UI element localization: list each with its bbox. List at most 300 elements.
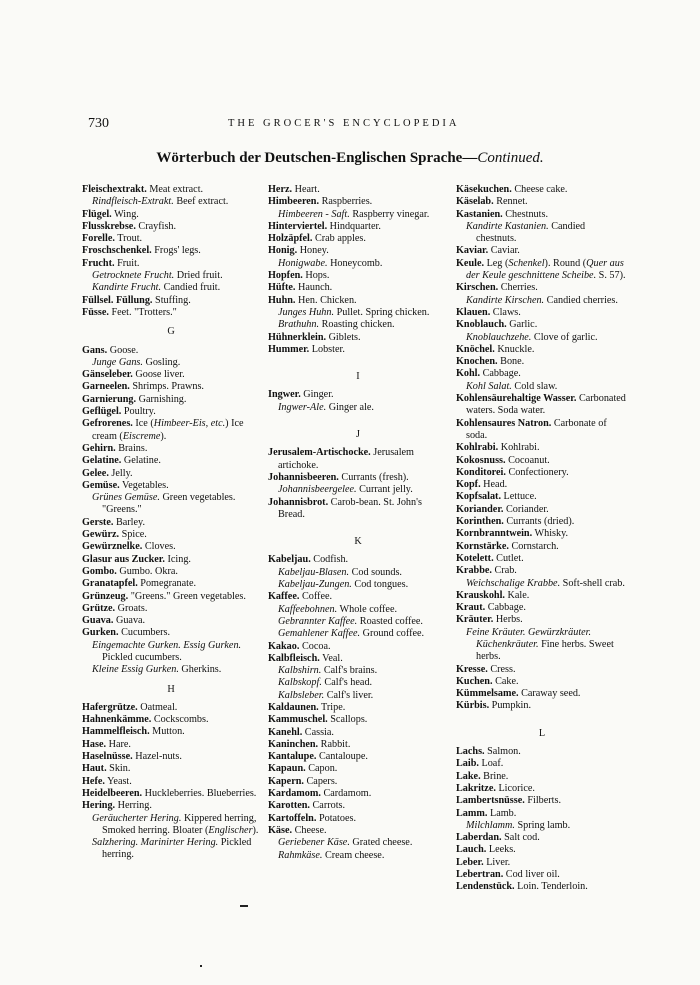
headword: Gerste. — [82, 516, 114, 528]
dictionary-entry — [456, 602, 628, 614]
headword: Kaviar. — [456, 245, 489, 257]
translation: Cockscombs. — [151, 714, 209, 726]
dictionary-entry — [456, 857, 628, 869]
headword: Gelatine. — [82, 455, 122, 467]
translation: Candied fruit. — [161, 282, 221, 294]
german-term: Gebrannter Kaffee. — [278, 615, 358, 627]
sub-entry — [82, 282, 260, 294]
translation: Carob-bean. St. John's Bread. — [278, 496, 422, 520]
dictionary-entry — [456, 442, 628, 454]
translation: Yeast. — [104, 775, 132, 787]
headword: Kammuschel. — [268, 714, 328, 726]
headword: Heidelbeeren. — [82, 787, 143, 799]
german-term: Junges Huhn. — [278, 306, 335, 318]
dictionary-entry — [268, 295, 448, 307]
translation: Coffee. — [299, 591, 333, 603]
headword: Gewürz. — [82, 529, 120, 541]
sub-entry — [82, 837, 260, 862]
german-term: Salzhering. Marinirter Hering. — [92, 837, 219, 849]
translation: Cabbage. — [480, 368, 521, 380]
sub-entry — [456, 820, 628, 832]
translation: Currants (dried). — [503, 516, 575, 528]
headword: Koriander. — [456, 503, 504, 515]
headword: Froschschenkel. — [82, 245, 152, 257]
translation: Cocoanut. — [505, 454, 550, 466]
headword: Herz. — [268, 184, 293, 195]
dictionary-entry — [456, 832, 628, 844]
translation: Soft-shell crab. — [560, 577, 625, 589]
headword: Laberdan. — [456, 832, 502, 844]
translation: Cream cheese. — [322, 849, 385, 861]
sub-entry — [268, 628, 448, 640]
translation: Pullet. Spring chicken. — [334, 306, 430, 318]
translation: Cod sounds. — [349, 566, 402, 578]
headword: Grünzeug. — [82, 590, 129, 602]
headword: Kohlrabi. — [456, 442, 499, 454]
dictionary-entry — [456, 553, 628, 565]
translation: Rabbit. — [318, 738, 351, 750]
headword: Hummer. — [268, 343, 310, 355]
headword: Kaninchen. — [268, 738, 319, 750]
dictionary-entry — [268, 344, 448, 356]
headword: Flügel. — [82, 208, 112, 220]
translation: Ginger ale. — [326, 401, 374, 413]
headword: Kabeljau. — [268, 554, 311, 566]
dictionary-entry — [82, 418, 260, 443]
translation: Calf's head. — [321, 677, 373, 689]
title-main: Wörterbuch der Deutschen-Englischen Sprache— — [156, 150, 478, 166]
headword: Gehirn. — [82, 442, 116, 454]
translation: Brains. — [115, 442, 148, 454]
translation: Caraway seed. — [518, 688, 581, 700]
translation: Crayfish. — [135, 220, 177, 232]
dictionary-entry — [268, 788, 448, 800]
translation: Candied chestnuts. — [476, 220, 586, 245]
translation: Ginger. — [300, 389, 334, 401]
headword: Kastanien. — [456, 208, 503, 220]
dictionary-entry — [268, 751, 448, 763]
headword: Hahnenkämme. — [82, 714, 152, 726]
german-term: Kalbshirn. — [278, 665, 322, 677]
section-letter: H — [167, 683, 175, 695]
sub-entry — [268, 319, 448, 331]
headword: Kapaun. — [268, 763, 306, 775]
dictionary-entry — [82, 258, 260, 270]
dictionary-entry — [456, 307, 628, 319]
headword: Gefrorenes. — [82, 418, 133, 430]
translation: Spice. — [119, 529, 147, 541]
translation: Cake. — [492, 675, 519, 687]
translation: Meat extract. — [146, 184, 204, 195]
sub-entry — [268, 579, 448, 591]
translation: Cheese. — [292, 824, 327, 836]
dictionary-entry — [456, 184, 628, 196]
translation: Cress. — [487, 663, 516, 675]
dictionary-entry — [82, 702, 260, 714]
headword: Grütze. — [82, 602, 116, 614]
sub-entry — [82, 813, 260, 838]
translation: Scallops. — [327, 714, 368, 726]
translation: Lettuce. — [501, 491, 537, 503]
ink-mark — [240, 905, 248, 907]
headword: Lamm. — [456, 807, 488, 819]
translation: Honey. — [297, 245, 329, 257]
headword: Kohl. — [456, 368, 481, 380]
headword: Konditorei. — [456, 466, 506, 478]
translation: Calf's liver. — [324, 689, 374, 701]
translation: Hare. — [106, 738, 131, 750]
translation: Hen. Chicken. — [295, 294, 357, 306]
dictionary-entry — [82, 615, 260, 627]
headword: Gombo. — [82, 565, 117, 577]
headword: Ingwer. — [268, 389, 301, 401]
translation: Oatmeal. — [137, 701, 178, 713]
headword: Gurken. — [82, 627, 119, 639]
dictionary-entry — [456, 393, 628, 418]
headword: Krabbe. — [456, 565, 492, 577]
dictionary-entry — [268, 714, 448, 726]
german-term: Geräucherter Hering. — [92, 812, 182, 824]
headword: Geflügel. — [82, 406, 122, 418]
dictionary-entry — [82, 517, 260, 529]
headword: Hefe. — [82, 775, 105, 787]
headword: Lake. — [456, 770, 481, 782]
german-term: Junge Gans. — [92, 356, 143, 368]
dictionary-entry — [456, 282, 628, 294]
translation: Jelly. — [108, 467, 133, 479]
headword: Laib. — [456, 758, 479, 770]
german-term: Quer aus der Keule geschnittene Scheibe. — [466, 257, 624, 282]
dictionary-entry — [456, 528, 628, 540]
translation: Herbs. — [493, 614, 523, 626]
headword: Huhn. — [268, 294, 296, 306]
translation: Caviar. — [488, 245, 520, 257]
translation: Dried fruit. — [174, 270, 223, 282]
headword: Kuchen. — [456, 675, 493, 687]
headword: Glasur aus Zucker. — [82, 553, 165, 565]
sub-entry — [82, 357, 260, 369]
translation: Haunch. — [295, 282, 333, 294]
dictionary-entry — [82, 541, 260, 553]
german-term: Kalbsleber. — [278, 689, 325, 701]
headword: Kanehl. — [268, 726, 303, 738]
sub-entry — [456, 578, 628, 590]
translation: Cardamom. — [320, 788, 372, 800]
headword: Himbeeren. — [268, 196, 320, 208]
translation: Pickled cucumbers. — [102, 651, 182, 663]
headword: Kotelett. — [456, 552, 494, 564]
dictionary-entry — [82, 209, 260, 221]
translation: Trout. — [114, 233, 143, 245]
headword: Kakao. — [268, 640, 300, 652]
translation: Hindquarter. — [327, 220, 381, 232]
dictionary-entry — [82, 295, 260, 307]
headword: Johannisbrot. — [268, 496, 329, 508]
headword: Frucht. — [82, 257, 115, 269]
dictionary-entry — [456, 479, 628, 491]
dictionary-entry — [82, 578, 260, 590]
dictionary-entry — [268, 389, 448, 401]
headword: Gewürznelke. — [82, 541, 143, 553]
dictionary-entry — [456, 245, 628, 257]
page-number: 730 — [88, 116, 109, 131]
dictionary-entry — [82, 726, 260, 738]
translation: Hops. — [302, 270, 330, 282]
column-1 — [82, 184, 260, 862]
translation: ). — [252, 824, 259, 836]
translation: Raspberry vinegar. — [349, 208, 430, 220]
dictionary-entry — [456, 196, 628, 208]
translation: Cold slaw. — [511, 380, 558, 392]
headword: Kohlensäurehaltige Wasser. — [456, 393, 577, 405]
headword: Korinthen. — [456, 516, 504, 528]
translation: Fruit. — [114, 257, 140, 269]
sub-entry — [268, 837, 448, 849]
dictionary-entry — [268, 702, 448, 714]
translation: Cucumbers. — [118, 627, 171, 639]
dictionary-entry — [268, 825, 448, 837]
translation: Clove of garlic. — [531, 331, 598, 343]
dictionary-entry — [268, 497, 448, 522]
translation: Carbonated waters. Soda water. — [466, 393, 626, 417]
translation: Icing. — [164, 553, 191, 565]
headword: Kürbis. — [456, 700, 490, 712]
translation: Gosling. — [142, 356, 181, 368]
headword: Honig. — [268, 245, 298, 257]
translation: Whole coffee. — [337, 603, 398, 615]
translation: Crab apples. — [312, 233, 366, 245]
german-term: Eiscreme — [122, 430, 161, 442]
headword: Lauch. — [456, 844, 487, 856]
dictionary-entry — [82, 369, 260, 381]
headword: Kraut. — [456, 602, 486, 614]
german-term: Kandirte Frucht. — [92, 282, 162, 294]
translation: Coriander. — [503, 503, 549, 515]
translation: Barley. — [113, 516, 145, 528]
headword: Gans. — [82, 344, 108, 356]
dictionary-entry — [268, 447, 448, 472]
german-term: Eingemachte Gurken. Essig Gurken. — [92, 639, 242, 651]
translation: Frogs' legs. — [151, 245, 201, 257]
translation: Garlic. — [506, 319, 538, 331]
translation: Stuffing. — [152, 294, 191, 306]
german-term: Rindfleisch-Extrakt. — [92, 196, 174, 208]
translation: Liver. — [483, 856, 511, 868]
german-term: Kleine Essig Gurken. — [92, 664, 179, 676]
section-letter: I — [356, 371, 360, 383]
translation: Lamb. — [487, 807, 517, 819]
translation: Currant jelly. — [356, 484, 413, 496]
translation: Cornstarch. — [508, 540, 559, 552]
headword: Hopfen. — [268, 270, 303, 282]
translation: Potatoes. — [316, 812, 357, 824]
headword: Lakritze. — [456, 782, 496, 794]
dictionary-entry — [268, 554, 448, 566]
dictionary-entry — [456, 664, 628, 676]
dictionary-entry — [268, 472, 448, 484]
headword: Käse. — [268, 824, 293, 836]
dictionary-entry — [268, 184, 448, 196]
dictionary-entry — [268, 591, 448, 603]
german-term: Himbeeren - Saft. — [278, 208, 350, 220]
translation: Pickled herring. — [102, 837, 252, 861]
headword: Garneelen. — [82, 381, 130, 393]
dictionary-entry — [456, 541, 628, 553]
dictionary-entry — [82, 603, 260, 615]
headword: Hühnerklein. — [268, 331, 327, 343]
translation: Capers. — [303, 775, 338, 787]
german-term: Kandirte Kirschen. — [466, 294, 545, 306]
translation: "Greens." Green vegetables. — [128, 590, 246, 602]
german-term: Gemahlener Kaffee. — [278, 628, 361, 640]
headword: Kapern. — [268, 775, 304, 787]
dictionary-entry — [456, 676, 628, 688]
sub-entry — [268, 665, 448, 677]
headword: Lachs. — [456, 746, 485, 758]
translation: Calf's brains. — [321, 665, 378, 677]
dictionary-entry — [82, 394, 260, 406]
dictionary-entry — [456, 795, 628, 807]
translation: ). Round ( — [544, 257, 587, 269]
dictionary-entry — [82, 776, 260, 788]
dictionary-entry — [268, 727, 448, 739]
dictionary-entry — [456, 504, 628, 516]
headword: Hase. — [82, 738, 107, 750]
german-term: Geriebener Käse. — [278, 837, 350, 849]
headword: Kaldaunen. — [268, 701, 319, 713]
dictionary-entry — [82, 763, 260, 775]
german-term: Kohl Salat. — [466, 380, 512, 392]
translation: Codfish. — [310, 554, 349, 566]
section-letter: J — [356, 429, 360, 441]
headword: Granatapfel. — [82, 578, 138, 590]
sub-entry — [268, 567, 448, 579]
headword: Knochen. — [456, 356, 498, 368]
sub-entry — [82, 664, 260, 676]
german-term: Schenkel — [508, 257, 545, 269]
column-3 — [456, 184, 628, 894]
headword: Garnierung. — [82, 393, 137, 405]
headword: Forelle. — [82, 233, 115, 245]
translation: Jerusalem artichoke. — [278, 447, 414, 471]
translation: Carbonate of soda. — [466, 417, 607, 441]
headword: Johannisbeeren. — [268, 471, 339, 483]
sub-entry — [82, 492, 260, 517]
headword: Kohlensaures Natron. — [456, 417, 552, 429]
headword: Haselnüsse. — [82, 751, 133, 763]
headword: Lendenstück. — [456, 881, 515, 893]
dictionary-entry — [456, 344, 628, 356]
dictionary-entry — [268, 282, 448, 294]
title-continued: Continued. — [477, 150, 544, 166]
sub-entry — [456, 381, 628, 393]
headword: Füllsel. Füllung. — [82, 294, 153, 306]
dictionary-entry — [82, 554, 260, 566]
translation: Salt cod. — [501, 832, 540, 844]
sub-entry — [268, 484, 448, 496]
translation: Cherries. — [498, 282, 538, 294]
translation: Kippered herring, Smoked herring. Bloater ( — [102, 812, 257, 836]
sub-entry — [456, 295, 628, 307]
dictionary-entry — [82, 739, 260, 751]
translation: ). — [160, 430, 167, 442]
german-term: Kabeljau-Zungen. — [278, 579, 352, 591]
dictionary-entry — [268, 776, 448, 788]
dictionary-entry — [82, 221, 260, 233]
dictionary-entry — [268, 233, 448, 245]
translation: Skin. — [106, 763, 131, 775]
headword: Jerusalem-Artischocke. — [268, 447, 371, 459]
dictionary-entry — [456, 565, 628, 577]
dictionary-entry — [456, 614, 628, 626]
translation: Fine herbs. Sweet herbs. — [476, 638, 614, 663]
translation: ) Ice cream ( — [92, 418, 244, 442]
headword: Gemüse. — [82, 479, 120, 491]
headword: Leber. — [456, 856, 484, 868]
sub-entry — [456, 332, 628, 344]
dictionary-entry — [82, 443, 260, 455]
translation: Cantaloupe. — [316, 751, 368, 763]
headword: Käsekuchen. — [456, 184, 512, 195]
translation: Claws. — [490, 306, 521, 318]
headword: Karotten. — [268, 800, 310, 812]
dictionary-entry — [82, 455, 260, 467]
translation: Cabbage. — [485, 602, 526, 614]
translation: Confectionery. — [505, 466, 569, 478]
dictionary-entry — [268, 813, 448, 825]
dictionary-entry — [456, 758, 628, 770]
translation: Roasted coffee. — [357, 615, 423, 627]
translation: Huckleberries. Blueberries. — [142, 787, 257, 799]
translation: Goose liver. — [132, 369, 185, 381]
dictionary-entry — [82, 714, 260, 726]
translation: Cloves. — [142, 541, 176, 553]
page-header — [88, 116, 648, 136]
sub-entry — [268, 209, 448, 221]
sub-entry — [268, 677, 448, 689]
column-2 — [268, 184, 448, 862]
translation: Green vegetables. "Greens." — [102, 492, 236, 516]
german-term: Kabeljau-Blasen. — [278, 566, 350, 578]
dictionary-entry — [456, 418, 628, 443]
translation: Cod tongues. — [351, 579, 409, 591]
translation: Veal. — [319, 652, 343, 664]
page-title — [0, 150, 700, 167]
headword: Kopfsalat. — [456, 491, 501, 503]
translation: Candied cherries. — [544, 294, 618, 306]
dictionary-entry — [268, 196, 448, 208]
german-term: Kalbskopf. — [278, 677, 322, 689]
translation: Grated cheese. — [349, 837, 413, 849]
section-letter: K — [354, 536, 362, 548]
headword: Haut. — [82, 763, 107, 775]
translation: Filberts. — [524, 795, 562, 807]
dictionary-entry — [82, 529, 260, 541]
dictionary-entry — [456, 869, 628, 881]
headword: Kokosnuss. — [456, 454, 506, 466]
dictionary-entry — [82, 591, 260, 603]
translation: Whisky. — [532, 528, 569, 540]
headword: Hinterviertel. — [268, 220, 328, 232]
dictionary-entry — [82, 345, 260, 357]
translation: Giblets. — [326, 331, 361, 343]
translation: Guava. — [113, 615, 146, 627]
dictionary-entry — [268, 653, 448, 665]
translation: Vegetables. — [119, 479, 169, 491]
translation: Roasting chicken. — [319, 319, 395, 331]
headword: Füsse. — [82, 306, 109, 318]
headword: Kantalupe. — [268, 751, 317, 763]
